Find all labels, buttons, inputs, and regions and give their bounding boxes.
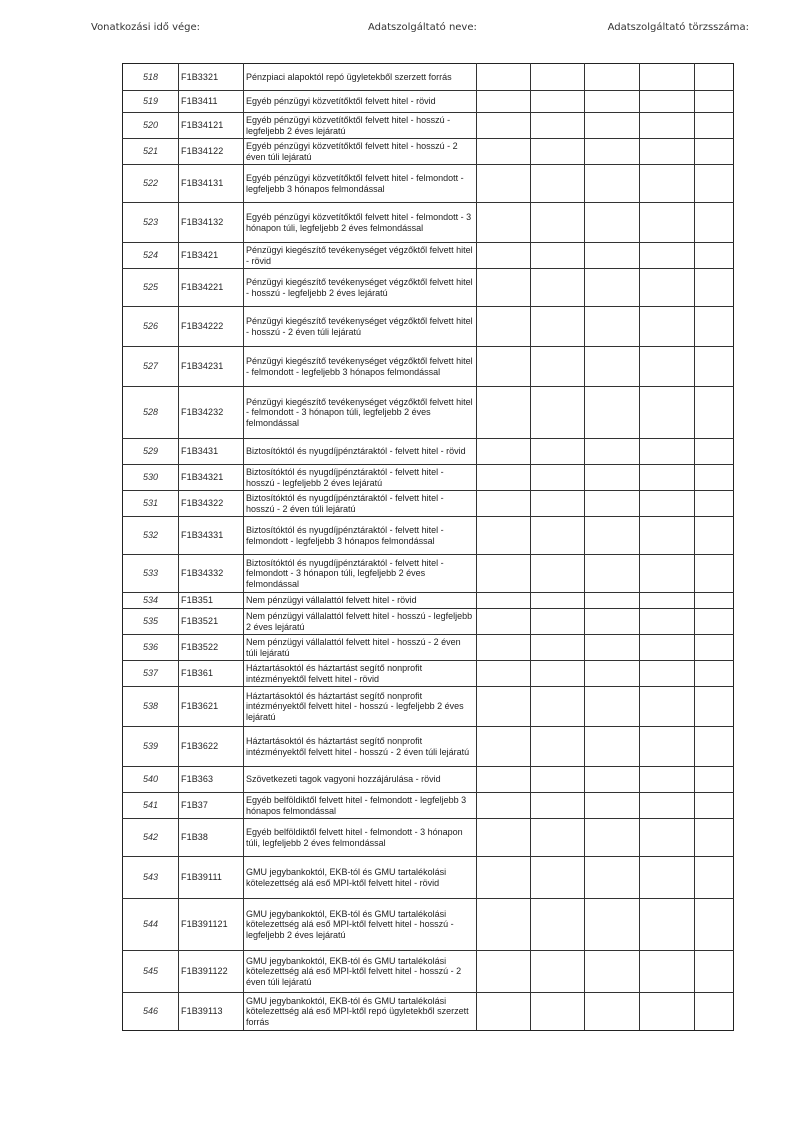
row-number: 544 — [123, 899, 179, 951]
value-cell[interactable] — [531, 465, 585, 491]
row-description: Egyéb belföldiktől felvett hitel - felmondott - legfeljebb 3 hónapos felmondással — [244, 793, 477, 819]
value-cell[interactable] — [695, 593, 734, 609]
value-cell[interactable] — [477, 767, 531, 793]
row-code: F1B39111 — [179, 857, 244, 899]
value-cell[interactable] — [695, 517, 734, 555]
value-cell[interactable] — [477, 347, 531, 387]
row-number: 521 — [123, 139, 179, 165]
value-cell[interactable] — [531, 307, 585, 347]
value-cell[interactable] — [585, 269, 640, 307]
value-cell[interactable] — [640, 387, 695, 439]
value-cell[interactable] — [695, 387, 734, 439]
value-cell[interactable] — [477, 517, 531, 555]
value-cell[interactable] — [640, 439, 695, 465]
value-cell[interactable] — [695, 491, 734, 517]
value-cell[interactable] — [640, 517, 695, 555]
row-description: Pénzügyi kiegészítő tevékenységet végzőktől felvett hitel - felmondott - legfeljebb 3 hónapos felmondással — [244, 347, 477, 387]
row-description: GMU jegybankoktól, EKB-tól és GMU tartalékolási kötelezettség alá eső MPI-ktől repó ügyletekből szerzett forrás — [244, 993, 477, 1031]
value-cell[interactable] — [585, 635, 640, 661]
row-code: F1B3521 — [179, 609, 244, 635]
value-cell[interactable] — [531, 347, 585, 387]
table-row — [123, 465, 734, 491]
value-cell[interactable] — [585, 439, 640, 465]
table-row — [123, 387, 734, 439]
value-cell[interactable] — [585, 993, 640, 1031]
row-number: 541 — [123, 793, 179, 819]
value-cell[interactable] — [531, 491, 585, 517]
table-row — [123, 899, 734, 951]
value-cell[interactable] — [695, 793, 734, 819]
value-cell[interactable] — [477, 819, 531, 857]
value-cell[interactable] — [695, 165, 734, 203]
value-cell[interactable] — [640, 793, 695, 819]
value-cell[interactable] — [477, 269, 531, 307]
value-cell[interactable] — [695, 951, 734, 993]
row-description: Pénzügyi kiegészítő tevékenységet végzőktől felvett hitel - rövid — [244, 243, 477, 269]
value-cell[interactable] — [585, 517, 640, 555]
value-cell[interactable] — [585, 857, 640, 899]
row-description: Háztartásoktól és háztartást segítő nonprofit intézményektől felvett hitel - rövid — [244, 661, 477, 687]
table-row — [123, 64, 734, 91]
row-number: 539 — [123, 727, 179, 767]
value-cell[interactable] — [695, 113, 734, 139]
row-number: 518 — [123, 64, 179, 91]
row-code: F1B34121 — [179, 113, 244, 139]
table-row — [123, 857, 734, 899]
value-cell[interactable] — [477, 727, 531, 767]
value-cell[interactable] — [640, 593, 695, 609]
value-cell[interactable] — [585, 951, 640, 993]
row-number: 532 — [123, 517, 179, 555]
value-cell[interactable] — [695, 819, 734, 857]
value-cell[interactable] — [695, 687, 734, 727]
table-row — [123, 727, 734, 767]
value-cell[interactable] — [531, 517, 585, 555]
row-number: 524 — [123, 243, 179, 269]
value-cell[interactable] — [531, 91, 585, 113]
row-description: Egyéb belföldiktől felvett hitel - felmondott - 3 hónapon túli, legfeljebb 2 éves felmondással — [244, 819, 477, 857]
value-cell[interactable] — [477, 491, 531, 517]
row-number: 538 — [123, 687, 179, 727]
value-cell[interactable] — [585, 243, 640, 269]
value-cell[interactable] — [695, 243, 734, 269]
row-code: F1B39113 — [179, 993, 244, 1031]
value-cell[interactable] — [585, 819, 640, 857]
row-description: Szövetkezeti tagok vagyoni hozzájárulása - rövid — [244, 767, 477, 793]
table-row — [123, 165, 734, 203]
row-code: F1B3321 — [179, 64, 244, 91]
value-cell[interactable] — [477, 203, 531, 243]
row-description: Pénzügyi kiegészítő tevékenységet végzőktől felvett hitel - hosszú - legfeljebb 2 éves lejáratú — [244, 269, 477, 307]
table-row — [123, 687, 734, 727]
table-row — [123, 243, 734, 269]
value-cell[interactable] — [695, 91, 734, 113]
value-cell[interactable] — [531, 203, 585, 243]
row-number: 520 — [123, 113, 179, 139]
provider-registry-number-label: Adatszolgáltató törzsszáma: — [607, 22, 749, 33]
table-row — [123, 307, 734, 347]
value-cell[interactable] — [477, 793, 531, 819]
value-cell[interactable] — [531, 113, 585, 139]
value-cell[interactable] — [531, 951, 585, 993]
value-cell[interactable] — [640, 635, 695, 661]
value-cell[interactable] — [640, 113, 695, 139]
value-cell[interactable] — [585, 113, 640, 139]
value-cell[interactable] — [585, 307, 640, 347]
value-cell[interactable] — [477, 113, 531, 139]
value-cell[interactable] — [640, 269, 695, 307]
table-row — [123, 767, 734, 793]
row-number: 526 — [123, 307, 179, 347]
value-cell[interactable] — [640, 491, 695, 517]
value-cell[interactable] — [531, 64, 585, 91]
value-cell[interactable] — [640, 139, 695, 165]
table-row — [123, 793, 734, 819]
row-number: 533 — [123, 555, 179, 593]
row-number: 535 — [123, 609, 179, 635]
value-cell[interactable] — [531, 609, 585, 635]
value-cell[interactable] — [695, 203, 734, 243]
value-cell[interactable] — [640, 555, 695, 593]
row-code: F1B3431 — [179, 439, 244, 465]
row-code: F1B361 — [179, 661, 244, 687]
value-cell[interactable] — [640, 819, 695, 857]
table-row — [123, 555, 734, 593]
table-row — [123, 819, 734, 857]
value-cell[interactable] — [640, 951, 695, 993]
row-code: F1B34131 — [179, 165, 244, 203]
value-cell[interactable] — [531, 899, 585, 951]
value-cell[interactable] — [585, 465, 640, 491]
value-cell[interactable] — [531, 269, 585, 307]
row-code: F1B37 — [179, 793, 244, 819]
row-description: Nem pénzügyi vállalattól felvett hitel - rövid — [244, 593, 477, 609]
row-description: Biztosítóktól és nyugdíjpénztáraktól - felvett hitel - felmondott - legfeljebb 3 hónapos felmondással — [244, 517, 477, 555]
row-description: Biztosítóktól és nyugdíjpénztáraktól - felvett hitel - felmondott - 3 hónapon túli, legfeljebb 2 éves felmondással — [244, 555, 477, 593]
value-cell[interactable] — [585, 64, 640, 91]
value-cell[interactable] — [695, 64, 734, 91]
value-cell[interactable] — [640, 347, 695, 387]
reference-period-end-label: Vonatkozási idő vége: — [91, 22, 201, 33]
row-number: 525 — [123, 269, 179, 307]
value-cell[interactable] — [477, 243, 531, 269]
value-cell[interactable] — [477, 307, 531, 347]
value-cell[interactable] — [695, 727, 734, 767]
value-cell[interactable] — [640, 899, 695, 951]
value-cell[interactable] — [640, 243, 695, 269]
value-cell[interactable] — [640, 203, 695, 243]
value-cell[interactable] — [477, 465, 531, 491]
value-cell[interactable] — [531, 555, 585, 593]
row-description: Egyéb pénzügyi közvetítőktől felvett hitel - felmondott - legfeljebb 3 hónapos felmondással — [244, 165, 477, 203]
value-cell[interactable] — [477, 687, 531, 727]
row-number: 543 — [123, 857, 179, 899]
row-description: Pénzügyi kiegészítő tevékenységet végzőktől felvett hitel - hosszú - 2 éven túli lejáratú — [244, 307, 477, 347]
value-cell[interactable] — [585, 727, 640, 767]
value-cell[interactable] — [531, 387, 585, 439]
provider-name-label: Adatszolgáltató neve: — [368, 22, 477, 33]
row-code: F1B34132 — [179, 203, 244, 243]
row-number: 528 — [123, 387, 179, 439]
table-row — [123, 993, 734, 1031]
value-cell[interactable] — [695, 661, 734, 687]
value-cell[interactable] — [585, 165, 640, 203]
value-cell[interactable] — [477, 993, 531, 1031]
value-cell[interactable] — [695, 767, 734, 793]
value-cell[interactable] — [640, 91, 695, 113]
row-number: 529 — [123, 439, 179, 465]
value-cell[interactable] — [585, 661, 640, 687]
value-cell[interactable] — [477, 951, 531, 993]
table-row — [123, 91, 734, 113]
row-number: 545 — [123, 951, 179, 993]
row-code: F1B3622 — [179, 727, 244, 767]
value-cell[interactable] — [640, 767, 695, 793]
row-description: GMU jegybankoktól, EKB-tól és GMU tartalékolási kötelezettség alá eső MPI-ktől felvett hitel - rövid — [244, 857, 477, 899]
row-description: Biztosítóktól és nyugdíjpénztáraktól - felvett hitel - rövid — [244, 439, 477, 465]
row-number: 540 — [123, 767, 179, 793]
value-cell[interactable] — [585, 387, 640, 439]
row-code: F1B34321 — [179, 465, 244, 491]
value-cell[interactable] — [477, 139, 531, 165]
value-cell[interactable] — [695, 899, 734, 951]
row-code: F1B34322 — [179, 491, 244, 517]
row-number: 546 — [123, 993, 179, 1031]
row-description: Pénzpiaci alapoktól repó ügyletekből szerzett forrás — [244, 64, 477, 91]
table-row — [123, 635, 734, 661]
table-row — [123, 593, 734, 609]
value-cell[interactable] — [585, 91, 640, 113]
table-row — [123, 269, 734, 307]
row-number: 519 — [123, 91, 179, 113]
row-code: F1B34231 — [179, 347, 244, 387]
value-cell[interactable] — [585, 491, 640, 517]
value-cell[interactable] — [531, 687, 585, 727]
row-description: Egyéb pénzügyi közvetítőktől felvett hitel - hosszú - 2 éven túli lejáratú — [244, 139, 477, 165]
value-cell[interactable] — [585, 203, 640, 243]
page-header — [0, 22, 789, 38]
row-number: 530 — [123, 465, 179, 491]
value-cell[interactable] — [531, 439, 585, 465]
value-cell[interactable] — [531, 767, 585, 793]
row-code: F1B3411 — [179, 91, 244, 113]
value-cell[interactable] — [477, 899, 531, 951]
row-number: 537 — [123, 661, 179, 687]
value-cell[interactable] — [695, 439, 734, 465]
row-code: F1B34222 — [179, 307, 244, 347]
row-description: Pénzügyi kiegészítő tevékenységet végzőktől felvett hitel - felmondott - 3 hónapon túli, legfeljebb 2 éves felmondással — [244, 387, 477, 439]
row-code: F1B3421 — [179, 243, 244, 269]
value-cell[interactable] — [477, 91, 531, 113]
value-cell[interactable] — [477, 555, 531, 593]
row-code: F1B3621 — [179, 687, 244, 727]
value-cell[interactable] — [585, 609, 640, 635]
value-cell[interactable] — [640, 727, 695, 767]
table-row — [123, 517, 734, 555]
report-table — [122, 63, 734, 1031]
row-description: Háztartásoktól és háztartást segítő nonprofit intézményektől felvett hitel - hosszú - 2 éven túli lejáratú — [244, 727, 477, 767]
value-cell[interactable] — [695, 465, 734, 491]
value-cell[interactable] — [531, 165, 585, 203]
value-cell[interactable] — [640, 307, 695, 347]
row-code: F1B34122 — [179, 139, 244, 165]
value-cell[interactable] — [531, 661, 585, 687]
value-cell[interactable] — [695, 139, 734, 165]
table-row — [123, 491, 734, 517]
row-number: 523 — [123, 203, 179, 243]
value-cell[interactable] — [640, 993, 695, 1031]
row-description: Biztosítóktól és nyugdíjpénztáraktól - felvett hitel - hosszú - 2 éven túli lejáratú — [244, 491, 477, 517]
row-description: Egyéb pénzügyi közvetítőktől felvett hitel - felmondott - 3 hónapon túli, legfeljebb 2 éves felmondással — [244, 203, 477, 243]
row-number: 531 — [123, 491, 179, 517]
value-cell[interactable] — [640, 857, 695, 899]
row-code: F1B3522 — [179, 635, 244, 661]
value-cell[interactable] — [585, 767, 640, 793]
row-description: Háztartásoktól és háztartást segítő nonprofit intézményektől felvett hitel - hosszú - legfeljebb 2 éves lejáratú — [244, 687, 477, 727]
value-cell[interactable] — [531, 243, 585, 269]
value-cell[interactable] — [585, 899, 640, 951]
value-cell[interactable] — [531, 727, 585, 767]
row-code: F1B363 — [179, 767, 244, 793]
value-cell[interactable] — [477, 165, 531, 203]
value-cell[interactable] — [640, 64, 695, 91]
row-description: GMU jegybankoktól, EKB-tól és GMU tartalékolási kötelezettség alá eső MPI-ktől felvett hitel - hosszú - 2 éven túli lejáratú — [244, 951, 477, 993]
row-code: F1B351 — [179, 593, 244, 609]
row-description: Biztosítóktól és nyugdíjpénztáraktól - felvett hitel - hosszú - legfeljebb 2 éves lejáratú — [244, 465, 477, 491]
table-row — [123, 439, 734, 465]
value-cell[interactable] — [477, 64, 531, 91]
value-cell[interactable] — [695, 857, 734, 899]
row-code: F1B34332 — [179, 555, 244, 593]
value-cell[interactable] — [640, 465, 695, 491]
row-description: GMU jegybankoktól, EKB-tól és GMU tartalékolási kötelezettség alá eső MPI-ktől felvett hitel - hosszú - legfeljebb 2 éves lejáratú — [244, 899, 477, 951]
table-row — [123, 113, 734, 139]
value-cell[interactable] — [477, 661, 531, 687]
value-cell[interactable] — [695, 555, 734, 593]
value-cell[interactable] — [531, 593, 585, 609]
row-number: 534 — [123, 593, 179, 609]
row-description: Nem pénzügyi vállalattól felvett hitel - hosszú - 2 éven túli lejáratú — [244, 635, 477, 661]
table-row — [123, 609, 734, 635]
value-cell[interactable] — [531, 793, 585, 819]
value-cell[interactable] — [640, 687, 695, 727]
value-cell[interactable] — [585, 793, 640, 819]
row-number: 542 — [123, 819, 179, 857]
value-cell[interactable] — [640, 165, 695, 203]
value-cell[interactable] — [477, 635, 531, 661]
value-cell[interactable] — [477, 609, 531, 635]
value-cell[interactable] — [531, 635, 585, 661]
value-cell[interactable] — [695, 609, 734, 635]
value-cell[interactable] — [585, 555, 640, 593]
row-number: 527 — [123, 347, 179, 387]
value-cell[interactable] — [695, 269, 734, 307]
row-code: F1B391122 — [179, 951, 244, 993]
value-cell[interactable] — [585, 139, 640, 165]
table-row — [123, 139, 734, 165]
value-cell[interactable] — [585, 347, 640, 387]
row-code: F1B34232 — [179, 387, 244, 439]
table-row — [123, 951, 734, 993]
value-cell[interactable] — [585, 687, 640, 727]
value-cell[interactable] — [531, 139, 585, 165]
row-code: F1B34331 — [179, 517, 244, 555]
value-cell[interactable] — [477, 387, 531, 439]
row-code: F1B38 — [179, 819, 244, 857]
value-cell[interactable] — [531, 819, 585, 857]
value-cell[interactable] — [585, 593, 640, 609]
value-cell[interactable] — [531, 993, 585, 1031]
value-cell[interactable] — [477, 439, 531, 465]
value-cell[interactable] — [477, 857, 531, 899]
row-number: 522 — [123, 165, 179, 203]
table-row — [123, 203, 734, 243]
row-description: Egyéb pénzügyi közvetítőktől felvett hitel - hosszú - legfeljebb 2 éves lejáratú — [244, 113, 477, 139]
row-code: F1B34221 — [179, 269, 244, 307]
value-cell[interactable] — [531, 857, 585, 899]
row-number: 536 — [123, 635, 179, 661]
value-cell[interactable] — [695, 347, 734, 387]
value-cell[interactable] — [695, 635, 734, 661]
row-description: Nem pénzügyi vállalattól felvett hitel - hosszú - legfeljebb 2 éves lejáratú — [244, 609, 477, 635]
table-row — [123, 347, 734, 387]
row-code: F1B391121 — [179, 899, 244, 951]
value-cell[interactable] — [640, 661, 695, 687]
value-cell[interactable] — [477, 593, 531, 609]
value-cell[interactable] — [640, 609, 695, 635]
table-row — [123, 661, 734, 687]
value-cell[interactable] — [695, 993, 734, 1031]
row-description: Egyéb pénzügyi közvetítőktől felvett hitel - rövid — [244, 91, 477, 113]
value-cell[interactable] — [695, 307, 734, 347]
